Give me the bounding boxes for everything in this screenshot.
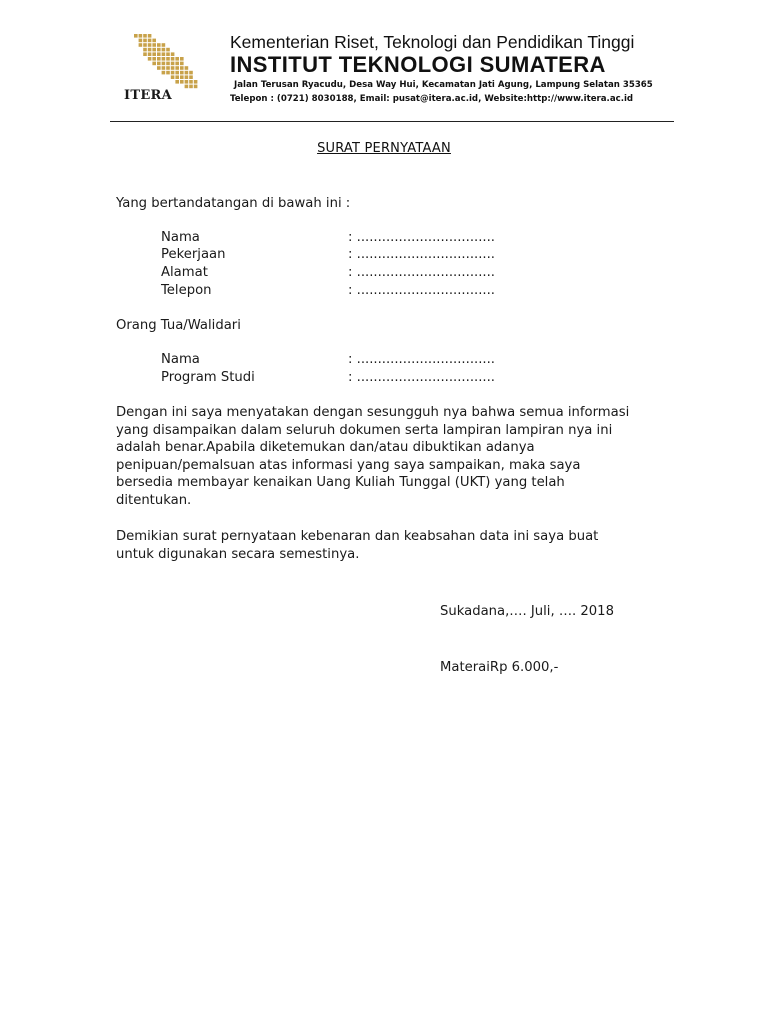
logo-dot: [180, 80, 184, 84]
logo-dot: [171, 57, 175, 61]
logo-dot: [152, 57, 156, 61]
logo-dot: [152, 43, 156, 47]
logo-dot: [189, 85, 193, 89]
logo-dot: [180, 62, 184, 66]
letterhead: [108, 26, 674, 122]
closing-paragraph: [116, 528, 598, 563]
document-title: SURAT PERNYATAAN: [317, 141, 451, 156]
statement-line: ditentukan.: [116, 492, 192, 508]
statement-line: yang disampaikan dalam seluruh dokumen serta lampiran lampiran nya ini: [116, 422, 613, 438]
field-label: Nama: [161, 230, 200, 245]
letterhead-text: [230, 32, 674, 106]
logo-dot: [171, 75, 175, 79]
logo-dot: [171, 71, 175, 75]
logo-dot: [175, 80, 179, 84]
logo-dot: [148, 39, 152, 43]
institute-address: Jalan Terusan Ryacudu, Desa Way Hui, Kecamatan Jati Agung, Lampung Selatan 35365: [234, 80, 653, 90]
closing-line: untuk digunakan secara semestinya.: [116, 546, 360, 562]
logo-dot: [148, 34, 152, 38]
intro-text: Yang bertandatangan di bawah ini :: [116, 196, 351, 211]
logo-dot: [180, 75, 184, 79]
logo-dot: [162, 52, 166, 56]
logo-dot: [148, 43, 152, 47]
place-date: Sukadana,…. Juli, …. 2018: [440, 604, 614, 619]
logo-dot: [175, 62, 179, 66]
logo-dot: [162, 62, 166, 66]
field-label: Pekerjaan: [161, 247, 226, 262]
statement-line: Dengan ini saya menyatakan dengan sesungguh nya bahwa semua informasi: [116, 405, 630, 420]
logo-dot: [148, 57, 152, 61]
logo-dot: [148, 48, 152, 52]
logo-dot: [162, 48, 166, 52]
logo-dot: [185, 66, 189, 70]
logo-dot: [157, 57, 161, 61]
logo-dot: [175, 57, 179, 61]
logo-dot: [185, 80, 189, 84]
logo-dot: [175, 66, 179, 70]
logo-dot: [152, 39, 156, 43]
logo-dot: [152, 52, 156, 56]
logo-dot: [171, 66, 175, 70]
statement-line: penipuan/pemalsuan atas informasi yang saya sampaikan, maka saya: [116, 457, 581, 473]
logo-text: ITERA: [123, 88, 173, 103]
logo-dot: [152, 48, 156, 52]
statement-line: bersedia membayar kenaikan Uang Kuliah Tunggal (UKT) yang telah: [116, 475, 565, 490]
logo-dot: [180, 71, 184, 75]
logo-dot: [185, 75, 189, 79]
logo-dot: [175, 75, 179, 79]
stamp-note: MateraiRp 6.000,-: [440, 660, 559, 675]
logo-dot: [166, 71, 170, 75]
field-value: : .................................: [348, 247, 495, 262]
logo-dot: [157, 48, 161, 52]
logo-dot: [157, 52, 161, 56]
closing-line: Demikian surat pernyataan kebenaran dan keabsahan data ini saya buat: [116, 529, 599, 544]
field-value: : .................................: [348, 370, 495, 385]
logo-dot: [175, 71, 179, 75]
logo-dot: [162, 71, 166, 75]
logo-dot: [166, 66, 170, 70]
logo-dot: [166, 57, 170, 61]
logo-dot: [157, 62, 161, 66]
logo-dot: [180, 66, 184, 70]
logo-dot: [157, 66, 161, 70]
field-value: : .................................: [348, 352, 495, 367]
logo-dot: [162, 43, 166, 47]
logo-dot: [185, 71, 189, 75]
logo-dot: [189, 75, 193, 79]
logo-dot: [162, 57, 166, 61]
field-label: Program Studi: [161, 370, 255, 385]
field-value: : .................................: [348, 230, 495, 245]
logo-dot: [143, 43, 147, 47]
logo-dot: [148, 52, 152, 56]
logo-dot: [134, 34, 138, 38]
statement-line: adalah benar.Apabila diketemukan dan/atau dibuktikan adanya: [116, 440, 535, 455]
logo-dot: [194, 85, 198, 89]
ministry-name: Kementerian Riset, Teknologi dan Pendidikan Tinggi: [230, 32, 635, 52]
logo-dot: [139, 43, 143, 47]
logo-dot: [180, 57, 184, 61]
field-label: Alamat: [161, 265, 208, 280]
logo-dot: [139, 34, 143, 38]
logo-dot: [152, 62, 156, 66]
statement-paragraph: [116, 404, 629, 509]
institute-contact: Telepon : (0721) 8030188, Email: pusat@itera.ac.id, Website:http://www.itera.ac.id: [230, 94, 634, 104]
letterhead-divider: [110, 121, 674, 122]
logo-dot: [143, 52, 147, 56]
logo-dot: [171, 62, 175, 66]
sumatra-island-icon: [130, 32, 200, 96]
field-value: : .................................: [348, 265, 495, 280]
logo-dot: [189, 71, 193, 75]
logo-dot: [143, 39, 147, 43]
logo-dot: [166, 52, 170, 56]
logo-dot: [143, 48, 147, 52]
logo-dot: [166, 48, 170, 52]
logo-dot: [143, 34, 147, 38]
field-value: : .................................: [348, 283, 495, 298]
logo-dot: [157, 43, 161, 47]
field-label: Telepon: [161, 283, 212, 298]
logo-dot: [166, 62, 170, 66]
field-label: Nama: [161, 352, 200, 367]
logo-dot: [189, 80, 193, 84]
institute-name: INSTITUT TEKNOLOGI SUMATERA: [230, 52, 606, 77]
logo-dot: [139, 39, 143, 43]
logo-dot: [194, 80, 198, 84]
guardian-heading: Orang Tua/Walidari: [116, 318, 241, 333]
logo-dot: [171, 52, 175, 56]
logo-dot: [162, 66, 166, 70]
